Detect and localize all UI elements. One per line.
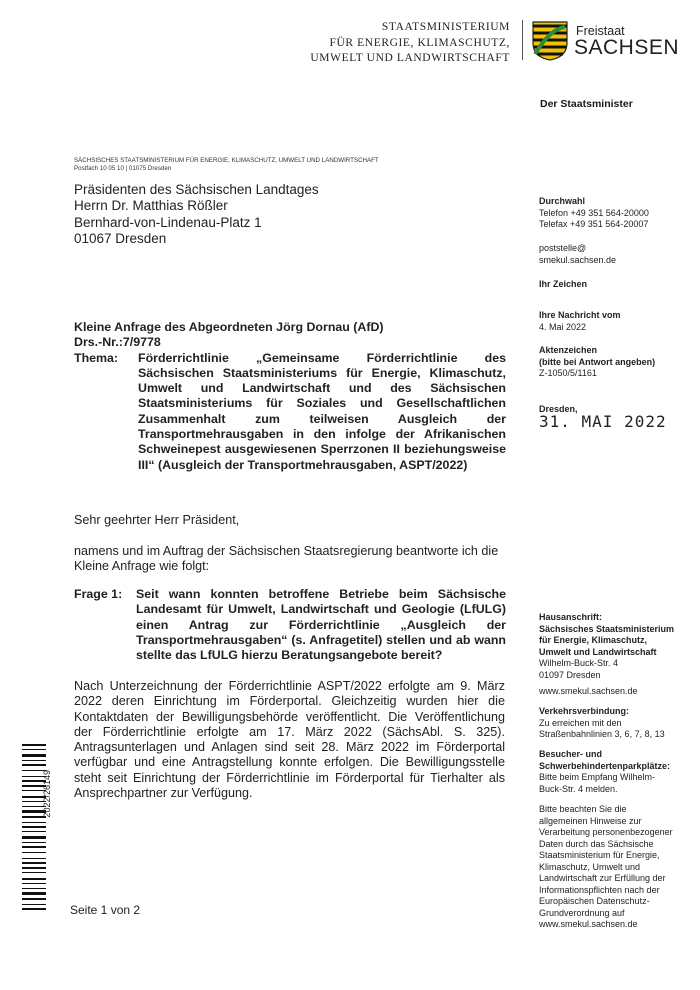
besucher-label: Schwerbehindertenparkplätze: — [539, 760, 671, 771]
ihr-zeichen-text: Ihr Zeichen — [539, 279, 588, 289]
verkehr-block — [539, 706, 665, 741]
ministry-line: UMWELT UND LANDWIRTSCHAFT — [310, 52, 510, 64]
verkehr-line: Zu erreichen mit den — [539, 717, 622, 728]
email-line: smekul.sachsen.de — [539, 254, 617, 265]
sender-postbox: Postfach 10 05 10 | 01075 Dresden — [74, 165, 172, 172]
contact-block — [539, 196, 649, 231]
recipient-line: Präsidenten des Sächsischen Landtages — [74, 182, 319, 197]
subject-block — [74, 320, 506, 473]
aktenzeichen-value: Z-1050/5/1161 — [539, 368, 597, 378]
datenschutz-line: Informationspflichten nach der — [539, 884, 660, 895]
dresden-block — [539, 404, 667, 431]
email-block — [539, 243, 616, 266]
hausanschrift-line: für Energie, Klimaschutz, — [539, 635, 648, 645]
letter-date: 31. MAI 2022 — [539, 411, 667, 431]
question-block — [74, 587, 506, 663]
thema-text: Förderrichtlinie „Gemeinsame Förderrichtlinie des Sächsischen Staatsministeriums für Energie, Klimaschutz, Umwelt und Landwirtschaft und des Sächsischen Staatsministeriums für Soziales und Gesellschaftlichen Zusammenhalt zum teilweisen Ausgleich der Transportmehrausgaben in den infolge der Afrikanischen Schweinepest ausgewiesenen Sperrzonen II beziehungsweise III“ (Ausgleich der Transportmehrausgaben, ASPT/2022) — [138, 350, 506, 472]
sender-name: SÄCHSISCHES STAATSMINISTERIUM FÜR ENERGIE, KLIMASCHUTZ, UMWELT UND LANDWIRTSCHAFT — [74, 157, 379, 164]
aktenzeichen-label: Aktenzeichen — [539, 345, 598, 355]
minister-title: Der Staatsminister — [540, 98, 633, 110]
saxony-coat-of-arms-icon — [532, 21, 568, 61]
recipient-line: Bernhard-von-Lindenau-Platz 1 — [74, 214, 262, 230]
telefon: Telefon +49 351 564-20000 — [539, 207, 649, 218]
question-label: Frage 1: — [74, 587, 123, 601]
hausanschrift-line: Wilhelm-Buck-Str. 4 — [539, 658, 619, 668]
state-name-small: Freistaat — [576, 24, 625, 38]
nachricht-label: Ihre Nachricht vom — [539, 310, 621, 320]
datenschutz-line: Europäischen Datenschutz- — [539, 896, 650, 906]
besucher-label: Besucher- und — [539, 749, 603, 759]
ministry-line: FÜR ENERGIE, KLIMASCHUTZ, — [329, 36, 510, 49]
besucher-line: Buck-Str. 4 melden. — [539, 783, 618, 794]
email-line: poststelle@ — [539, 243, 587, 253]
hausanschrift-line: Sächsisches Staatsministerium — [539, 623, 675, 634]
sender-line — [74, 157, 379, 173]
datenschutz-line: Landwirtschaft zur Erfüllung der — [539, 873, 666, 883]
question-text: Seit wann konnten betroffene Betriebe beim Sächsische Landesamt für Umwelt, Landwirtschaft und Geologie (LfULG) einen Antrag zur Förderrichtlinie „Ausgleich der Transportmehrausgaben“ (s. Anfragetitel) stellen und ab wann stellte das LfULG hierzu Beratungsangebote bereit? — [136, 587, 506, 663]
barcode-number: 2022/26149 — [42, 770, 52, 818]
nachricht-date: 4. Mai 2022 — [539, 321, 587, 332]
datenschutz-block — [539, 804, 673, 931]
intro-paragraph: namens und im Auftrag der Sächsischen Staatsregierung beantworte ich die Kleine Anfrage wie folgt: — [74, 544, 499, 574]
recipient-line: 01067 Dresden — [74, 231, 167, 247]
datenschutz-line: Staatsministerium für Energie, — [539, 850, 660, 860]
page-number: Seite 1 von 2 — [70, 903, 141, 917]
ministry-line: STAATSMINISTERIUM — [381, 21, 510, 33]
datenschutz-line: Grundverordnung auf — [539, 907, 625, 918]
datenschutz-line: Klimaschutz, Umwelt und — [539, 861, 641, 872]
nachricht-block — [539, 310, 621, 333]
subject-title: Kleine Anfrage des Abgeordneten Jörg Dornau (AfD) — [74, 320, 384, 334]
besucher-block — [539, 749, 670, 795]
subject-drs-number: Drs.-Nr.:7/9778 — [74, 335, 161, 350]
ihr-zeichen-label — [539, 279, 587, 291]
state-name-big: SACHSEN — [574, 36, 680, 59]
durchwahl-label: Durchwahl — [539, 196, 586, 206]
datenschutz-line: Verarbeitung personenbezogener — [539, 827, 673, 837]
telefax: Telefax +49 351 564-20007 — [539, 219, 649, 229]
hausanschrift-line: 01097 Dresden — [539, 669, 601, 680]
recipient-address — [74, 182, 319, 248]
datenschutz-line: Bitte beachten Sie die — [539, 804, 627, 814]
hausanschrift-label: Hausanschrift: — [539, 612, 603, 622]
website-link[interactable]: www.smekul.sachsen.de — [539, 686, 638, 696]
datenschutz-line: allgemeinen Hinweise zur — [539, 815, 642, 826]
dresden-label: Dresden, — [539, 404, 578, 414]
salutation: Sehr geehrter Herr Präsident, — [74, 513, 240, 527]
aktenzeichen-sub: (bitte bei Antwort angeben) — [539, 356, 656, 367]
answer-paragraph: Nach Unterzeichnung der Förderrichtlinie ASPT/2022 erfolgte am 9. März 2022 deren Einrichtung im Förderportal. Gleichzeitig wurden hier die Kontaktdaten der Bewilligungsbehörde veröffentlicht. Die Veröffentlichung der Förderrichtlinie erfolgte am 17. März 2022 (SächsAbl. S. 325). Antragsunterlagen und Anlagen sind seit 28. März 2022 im Förderportal verfügbar und eine Antragstellung konnte erfolgen. Die Bewilligungsstelle steht seit Einrichtung der Förderrichtlinie im Förderportal für Tierhalter als Ansprechpartner zur Verfügung. — [74, 679, 505, 801]
thema-label: Thema: — [74, 350, 119, 365]
ministry-name — [310, 20, 510, 67]
letterhead-divider — [522, 20, 523, 60]
datenschutz-link[interactable]: www.smekul.sachsen.de — [539, 919, 638, 929]
besucher-line: Bitte beim Empfang Wilhelm- — [539, 772, 656, 782]
verkehr-label: Verkehrsverbindung: — [539, 706, 630, 716]
hausanschrift-block — [539, 612, 674, 681]
aktenzeichen-block — [539, 345, 655, 380]
datenschutz-line: Daten durch das Sächsische — [539, 838, 654, 849]
hausanschrift-line: Umwelt und Landwirtschaft — [539, 646, 657, 657]
verkehr-line: Straßenbahnlinien 3, 6, 7, 8, 13 — [539, 729, 665, 739]
recipient-line: Herrn Dr. Matthias Rößler — [74, 198, 228, 214]
